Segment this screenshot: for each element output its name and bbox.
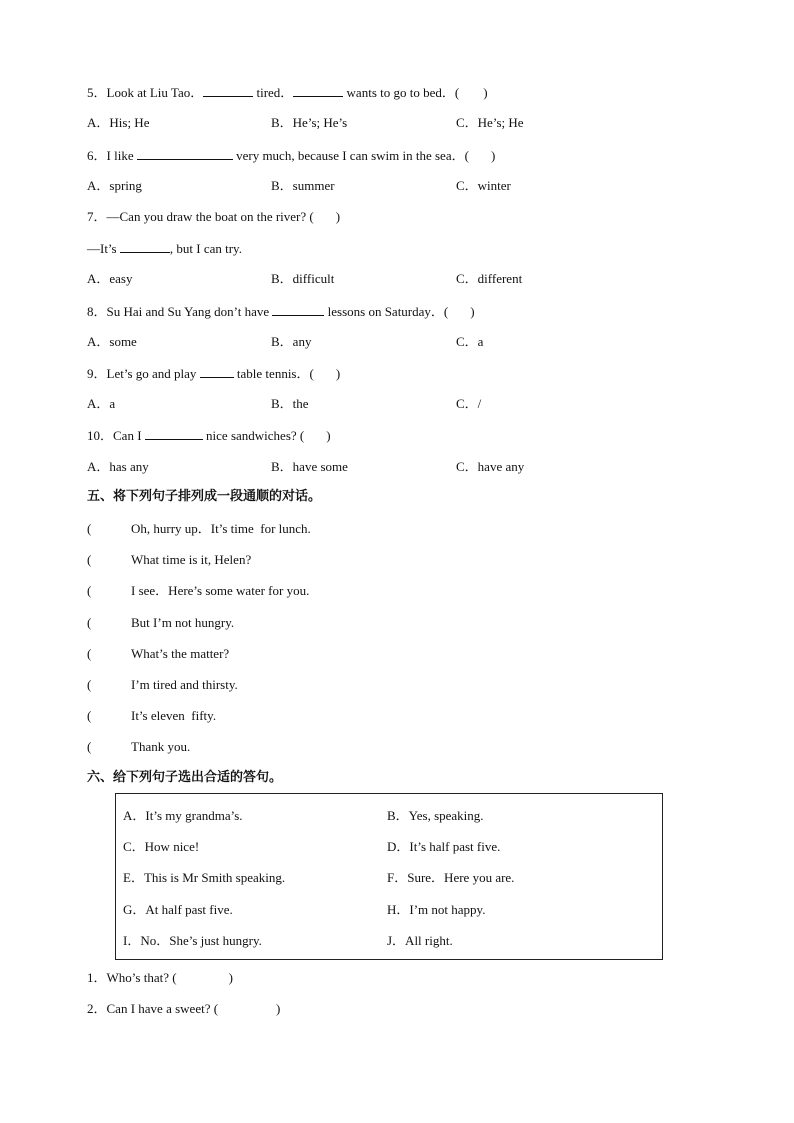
answer-choice: F．Sure．Here you are.: [387, 870, 515, 885]
question-text: Su Hai and Su Yang don’t have: [106, 304, 273, 319]
question-text: wants to go to bed．(: [343, 85, 460, 100]
option-b[interactable]: B．difficult: [271, 271, 335, 286]
question-number: 5．: [87, 85, 107, 100]
question-text: I like: [106, 148, 137, 163]
paren-close: ): [228, 970, 233, 985]
question-text: nice sandwiches? (: [202, 428, 305, 443]
question-number: 2．: [87, 1001, 107, 1016]
ordering-item: [87, 552, 251, 568]
ordering-item: [87, 708, 216, 724]
answer-choice: B．Yes, speaking.: [387, 808, 484, 823]
match-question-2: [87, 1001, 280, 1017]
answer-choice: A．It’s my grandma’s.: [123, 808, 243, 823]
question-text: Let’s go and play: [106, 366, 200, 381]
question-text: , but I can try.: [169, 241, 242, 256]
paren-close: ): [470, 304, 475, 319]
option-b[interactable]: B．any: [271, 334, 312, 349]
paren-close: ): [326, 428, 331, 443]
question-number: 7．: [87, 209, 107, 224]
question-5: [87, 84, 488, 101]
option-b[interactable]: B．He’s; He’s: [271, 115, 348, 130]
option-a[interactable]: A．has any: [87, 459, 149, 474]
question-text: Can I: [113, 428, 145, 443]
question-text: —It’s: [87, 241, 120, 256]
question-7: [87, 209, 340, 225]
ordering-item-text: What’s the matter?: [131, 646, 230, 661]
answer-blank[interactable]: [203, 84, 253, 97]
question-8: [87, 303, 475, 320]
question-10: [87, 427, 331, 444]
question-text: table tennis．(: [233, 366, 314, 381]
answer-blank[interactable]: [272, 303, 324, 316]
question-number: 10．: [87, 428, 114, 443]
question-7-reply: [87, 240, 242, 257]
paren-close: ): [335, 366, 341, 381]
ordering-item-text: It’s eleven fifty.: [131, 708, 217, 723]
option-c[interactable]: C．He’s; He: [456, 115, 524, 130]
question-text: lessons on Saturday．(: [324, 304, 449, 319]
option-c[interactable]: C．winter: [456, 178, 511, 193]
option-c[interactable]: C．different: [456, 271, 523, 286]
option-a[interactable]: A．easy: [87, 271, 133, 286]
option-b[interactable]: B．have some: [271, 459, 348, 474]
answer-blank[interactable]: [120, 240, 170, 253]
option-a[interactable]: A．some: [87, 334, 137, 349]
answer-choices-box: [115, 793, 663, 960]
ordering-item: [87, 583, 309, 599]
option-a[interactable]: A．a: [87, 396, 116, 411]
ordering-item-text: Thank you.: [131, 739, 191, 754]
option-a[interactable]: A．His; He: [87, 115, 150, 130]
answer-choice: C．How nice!: [123, 839, 200, 854]
question-6: [87, 147, 495, 164]
option-a[interactable]: A．spring: [87, 178, 142, 193]
section-5-title: 五、将下列句子排列成一段通顺的对话。: [87, 489, 322, 504]
ordering-item-text: But I’m not hungry.: [131, 615, 235, 630]
option-c[interactable]: C．have any: [456, 459, 525, 474]
question-number: 8．: [87, 304, 107, 319]
order-answer-paren[interactable]: (: [87, 739, 92, 754]
section-6-title: 六、给下列句子选出合适的答句。: [87, 770, 283, 785]
order-answer-paren[interactable]: (: [87, 646, 92, 661]
option-b[interactable]: B．summer: [271, 178, 335, 193]
question-text: tired．: [253, 85, 294, 100]
ordering-item: [87, 615, 234, 631]
question-text: very much, because I can swim in the sea．(: [232, 148, 469, 163]
paren-close: ): [276, 1001, 281, 1016]
question-text: Can I have a sweet? (: [106, 1001, 219, 1016]
answer-choice: D．It’s half past five.: [387, 839, 501, 854]
question-9: [87, 365, 340, 382]
option-c[interactable]: C．/: [456, 396, 482, 411]
option-b[interactable]: B．the: [271, 396, 309, 411]
ordering-item: [87, 646, 229, 662]
order-answer-paren[interactable]: (: [87, 583, 92, 598]
ordering-item-text: I see．Here’s some water for you.: [131, 583, 310, 598]
paren-close: ): [335, 209, 341, 224]
question-number: 9．: [87, 366, 107, 381]
paren-close: ): [490, 148, 496, 163]
answer-blank[interactable]: [200, 365, 234, 378]
ordering-item: [87, 739, 190, 755]
option-c[interactable]: C．a: [456, 334, 484, 349]
answer-choice: H．I’m not happy.: [387, 902, 486, 917]
question-text: Who’s that? (: [106, 970, 177, 985]
question-number: 6．: [87, 148, 107, 163]
question-text: Look at Liu Tao．: [106, 85, 204, 100]
answer-choice: G．At half past five.: [123, 902, 233, 917]
question-text: —Can you draw the boat on the river? (: [106, 209, 314, 224]
answer-blank[interactable]: [293, 84, 343, 97]
ordering-item: [87, 521, 311, 537]
question-number: 1．: [87, 970, 107, 985]
answer-blank[interactable]: [145, 427, 203, 440]
ordering-item: [87, 677, 238, 693]
ordering-item-text: Oh, hurry up．It’s time for lunch.: [131, 521, 311, 536]
order-answer-paren[interactable]: (: [87, 552, 92, 567]
answer-blank[interactable]: [137, 147, 233, 160]
order-answer-paren[interactable]: (: [87, 615, 92, 630]
answer-choice: E．This is Mr Smith speaking.: [123, 870, 286, 885]
ordering-item-text: I’m tired and thirsty.: [131, 677, 238, 692]
match-question-1: [87, 970, 233, 986]
order-answer-paren[interactable]: (: [87, 708, 92, 723]
answer-choice: J．All right.: [387, 933, 453, 948]
paren-close: ): [483, 85, 488, 100]
answer-choice: I．No．She’s just hungry.: [123, 933, 262, 948]
ordering-item-text: What time is it, Helen?: [131, 552, 252, 567]
order-answer-paren[interactable]: (: [87, 677, 92, 692]
order-answer-paren[interactable]: (: [87, 521, 92, 536]
